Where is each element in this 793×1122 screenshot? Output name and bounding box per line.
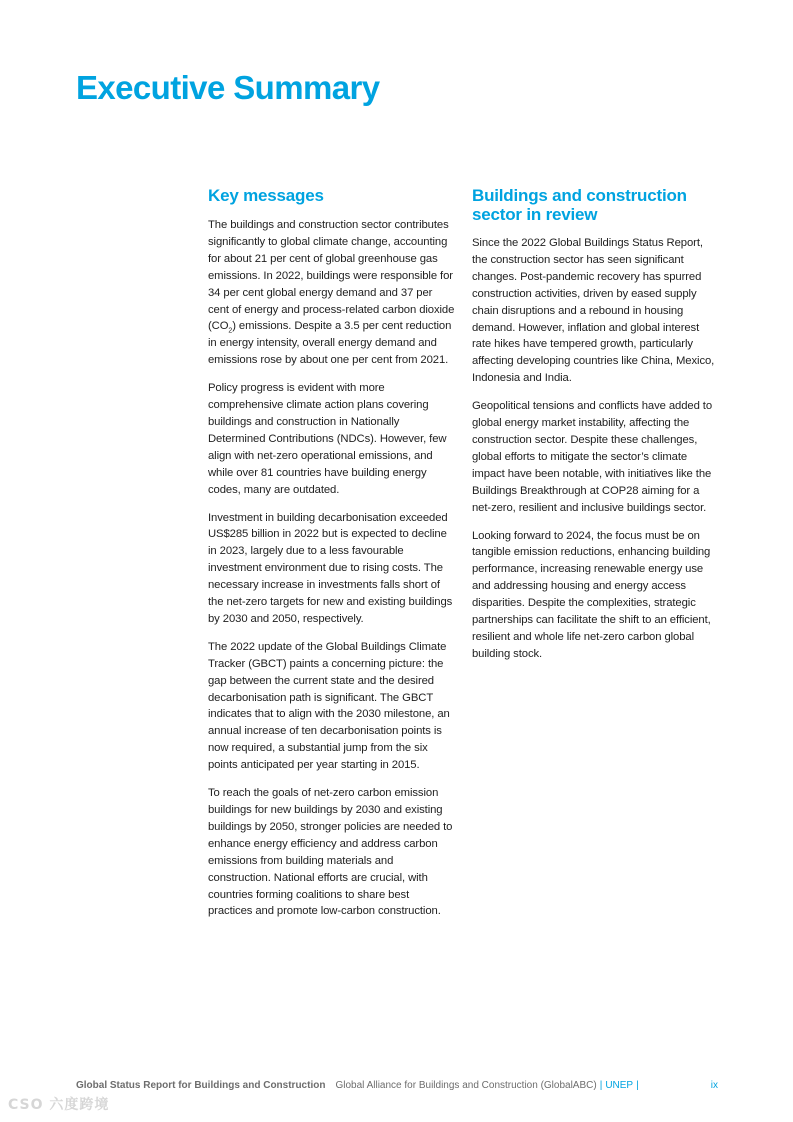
sector-review-column <box>472 186 720 674</box>
footer-report-title: Global Status Report for Buildings and Construction <box>76 1080 326 1091</box>
key-messages-column <box>208 186 456 931</box>
co2-subscript: 2 <box>228 327 233 335</box>
footer-separator: | <box>599 1080 603 1091</box>
page-number: ix <box>710 1080 718 1091</box>
key-messages-paragraph-1: The buildings and construction sector contributes significantly to global climate change, accounting for about 21 per cent of global greenhouse gas emissions. In 2022, buildings were responsible for 34 per cent global energy demand and 37 per cent of energy and process-related carbon dioxide $(CO_2)$ emissions. Despite a 3.5 per cent reduction in energy intensity, overall energy demand and emissions rose by about one per cent from 2021. <box>208 219 455 367</box>
footer-separator: | <box>636 1080 639 1091</box>
key-messages-paragraph-2: Policy progress is evident with more comprehensive climate action plans covering buildings and construction in Nationally Determined Contributions (NDCs). However, few align with net-zero operational emissions, and while over 81 countries have building energy codes, many are outdated. <box>208 382 447 496</box>
footer-unep: UNEP <box>605 1080 634 1091</box>
page-title: Executive Summary <box>76 69 380 106</box>
footer-alliance: Global Alliance for Buildings and Construction (GlobalABC) <box>335 1080 597 1091</box>
sector-review-paragraph-3: Looking forward to 2024, the focus must be on tangible emission reductions, enhancing building performance, increasing renewable energy use and addressing housing and energy access disparities. Despite the complexities, strategic partnerships can facilitate the shift to an efficient, resilient and whole life net-zero carbon global building stock. <box>472 529 711 660</box>
key-messages-paragraph-5: To reach the goals of net-zero carbon emission buildings for new buildings by 2030 and existing buildings by 2050, stronger policies are needed to enhance energy efficiency and address carbon emissions from building materials and construction. National efforts are crucial, with countries forming coalitions to share best practices and promote low-carbon construction. <box>208 787 453 918</box>
page-footer <box>76 1079 718 1092</box>
sector-review-paragraph-1: Since the 2022 Global Buildings Status Report, the construction sector has seen significant changes. Post-pandemic recovery has spurred construction activities, driven by eased supply chain disruptions and a rebound in housing demand. However, inflation and global interest rate hikes have tempered growth, particularly affecting developing countries like China, Mexico, Indonesia and India. <box>472 237 715 385</box>
watermark: CSO 六度跨境 <box>8 1097 110 1113</box>
sector-review-paragraph-2: Geopolitical tensions and conflicts have added to global energy market instability, affecting the construction sector. Despite these challenges, global efforts to mitigate the sector’s climate impact have been notable, with initiatives like the Buildings Breakthrough at COP28 aiming for a net-zero, resilient and inclusive buildings sector. <box>472 400 713 514</box>
key-messages-heading: Key messages <box>208 186 324 205</box>
sector-review-heading: Buildings and construction sector in review <box>472 186 687 224</box>
key-messages-paragraph-4: The 2022 update of the Global Buildings Climate Tracker (GBCT) paints a concerning picture: the gap between the current state and the desired decarbonisation path is significant. The GBCT indicates that to align with the 2030 milestone, an annual increase of ten decarbonisation points is now required, a substantial jump from the six points anticipated per year starting in 2015. <box>208 640 450 772</box>
key-messages-paragraph-3: Investment in building decarbonisation exceeded US$285 billion in 2022 but is expected to decline in 2023, largely due to a less favourable investment environment due to rising costs. The necessary increase in investments falls short of the net-zero targets for new and existing buildings by 2030 and 2050, respectively. <box>208 511 453 625</box>
